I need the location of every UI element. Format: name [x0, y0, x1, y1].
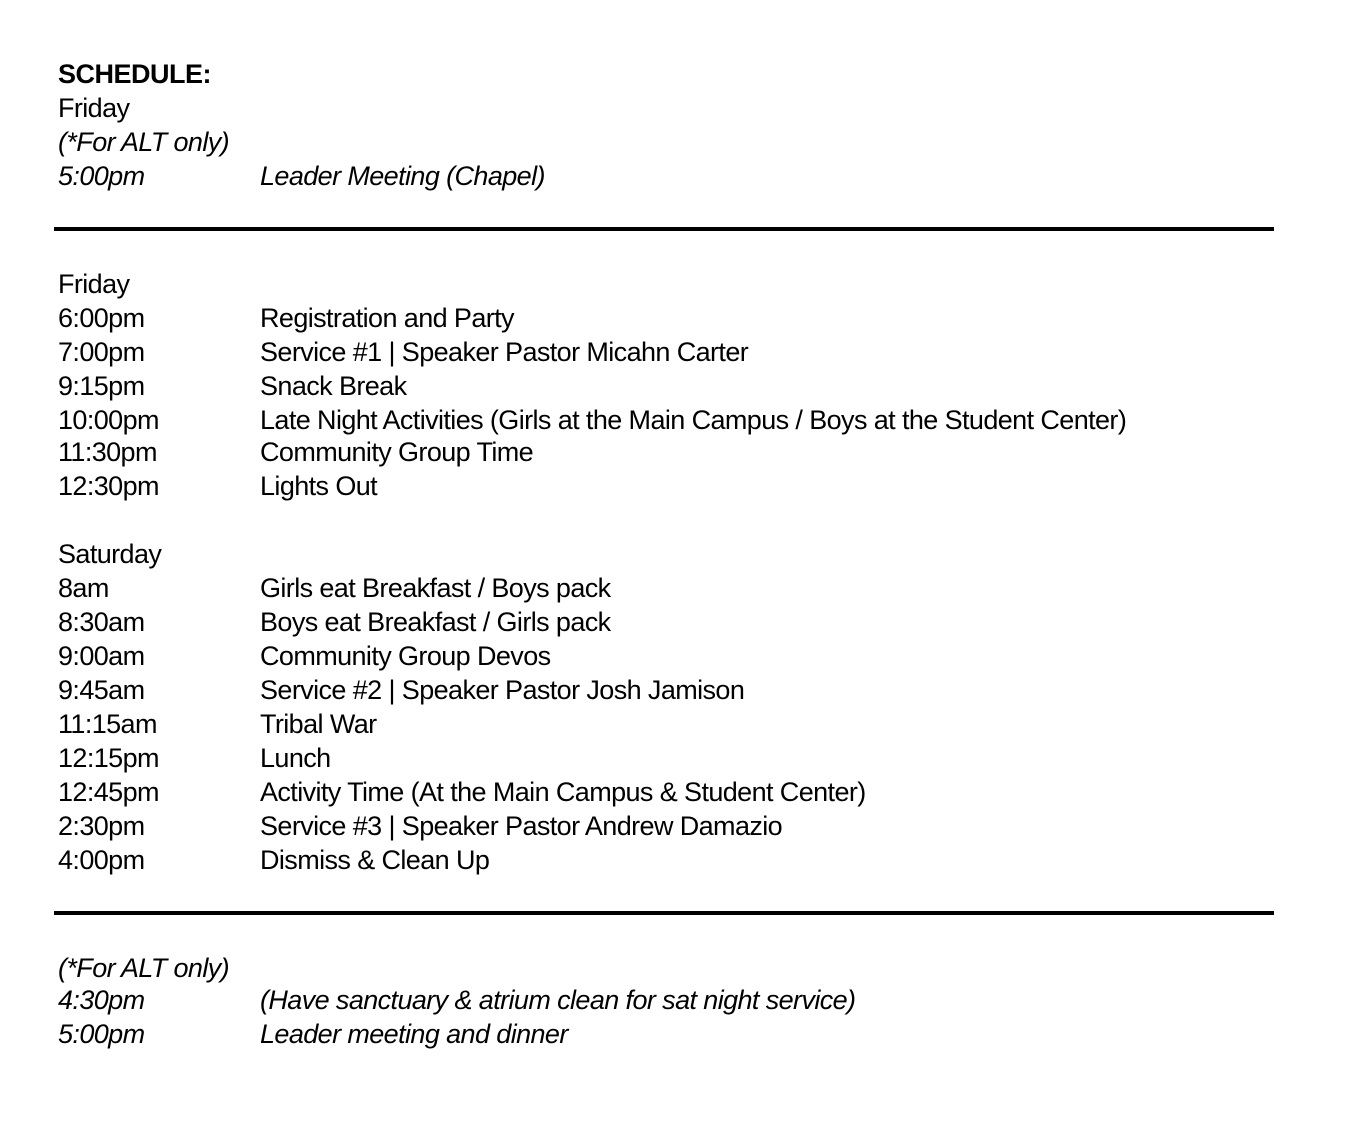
schedule-row	[0, 1017, 1350, 1051]
row-time: 2:30pm	[58, 811, 145, 841]
row-event: Activity Time (At the Main Campus & Student Center)	[260, 777, 866, 807]
row-event: Late Night Activities (Girls at the Main Campus / Boys at the Student Center)	[260, 405, 1127, 435]
row-time: 12:45pm	[58, 777, 159, 807]
alt-only-note: (*For ALT only)	[58, 953, 230, 983]
row-time: 12:30pm	[58, 471, 159, 501]
row-time: 12:15pm	[58, 743, 159, 773]
row-event: Leader meeting and dinner	[260, 1019, 568, 1049]
row-time: 9:15pm	[58, 371, 145, 401]
schedule-row	[0, 403, 1350, 437]
day-label-friday: Friday	[58, 269, 130, 299]
schedule-row	[0, 435, 1350, 469]
row-event: Service #1 | Speaker Pastor Micahn Carter	[260, 337, 749, 367]
row-event: Lunch	[260, 743, 331, 773]
section-divider	[54, 911, 1274, 915]
schedule-row	[0, 159, 1350, 193]
row-event: Snack Break	[260, 371, 407, 401]
schedule-row	[0, 605, 1350, 639]
schedule-row	[0, 809, 1350, 843]
row-time: 8:30am	[58, 607, 145, 637]
schedule-row	[0, 843, 1350, 877]
section-divider	[54, 227, 1274, 231]
schedule-row	[0, 775, 1350, 809]
row-event: Lights Out	[260, 471, 378, 501]
schedule-row	[0, 707, 1350, 741]
row-time: 4:30pm	[58, 985, 145, 1015]
row-event: Registration and Party	[260, 303, 514, 333]
row-time: 4:00pm	[58, 845, 145, 875]
alt-only-note: (*For ALT only)	[58, 127, 230, 157]
schedule-row	[0, 301, 1350, 335]
row-event: Service #2 | Speaker Pastor Josh Jamison	[260, 675, 745, 705]
day-label-friday-alt: Friday	[58, 93, 130, 123]
row-time: 10:00pm	[58, 405, 159, 435]
row-event: Tribal War	[260, 709, 377, 739]
row-event: Community Group Devos	[260, 641, 551, 671]
row-time: 6:00pm	[58, 303, 145, 333]
row-time: 5:00pm	[58, 1019, 145, 1049]
row-time: 11:15am	[58, 709, 157, 739]
row-time: 11:30pm	[58, 437, 157, 467]
schedule-row	[0, 983, 1350, 1017]
row-event: Girls eat Breakfast / Boys pack	[260, 573, 611, 603]
schedule-row	[0, 741, 1350, 775]
row-time: 7:00pm	[58, 337, 145, 367]
row-time: 9:45am	[58, 675, 145, 705]
row-time: 9:00am	[58, 641, 145, 671]
schedule-row	[0, 469, 1350, 503]
schedule-row	[0, 571, 1350, 605]
schedule-row	[0, 335, 1350, 369]
schedule-row	[0, 369, 1350, 403]
row-event: Service #3 | Speaker Pastor Andrew Damazio	[260, 811, 783, 841]
row-event: Community Group Time	[260, 437, 534, 467]
schedule-row	[0, 673, 1350, 707]
row-event: Leader Meeting (Chapel)	[260, 161, 545, 191]
schedule-row	[0, 639, 1350, 673]
row-time: 5:00pm	[58, 161, 145, 191]
row-event: Dismiss & Clean Up	[260, 845, 490, 875]
day-label-saturday: Saturday	[58, 539, 162, 569]
row-event: (Have sanctuary & atrium clean for sat night service)	[260, 985, 856, 1015]
row-time: 8am	[58, 573, 109, 603]
page-title: SCHEDULE:	[58, 59, 212, 89]
row-event: Boys eat Breakfast / Girls pack	[260, 607, 611, 637]
